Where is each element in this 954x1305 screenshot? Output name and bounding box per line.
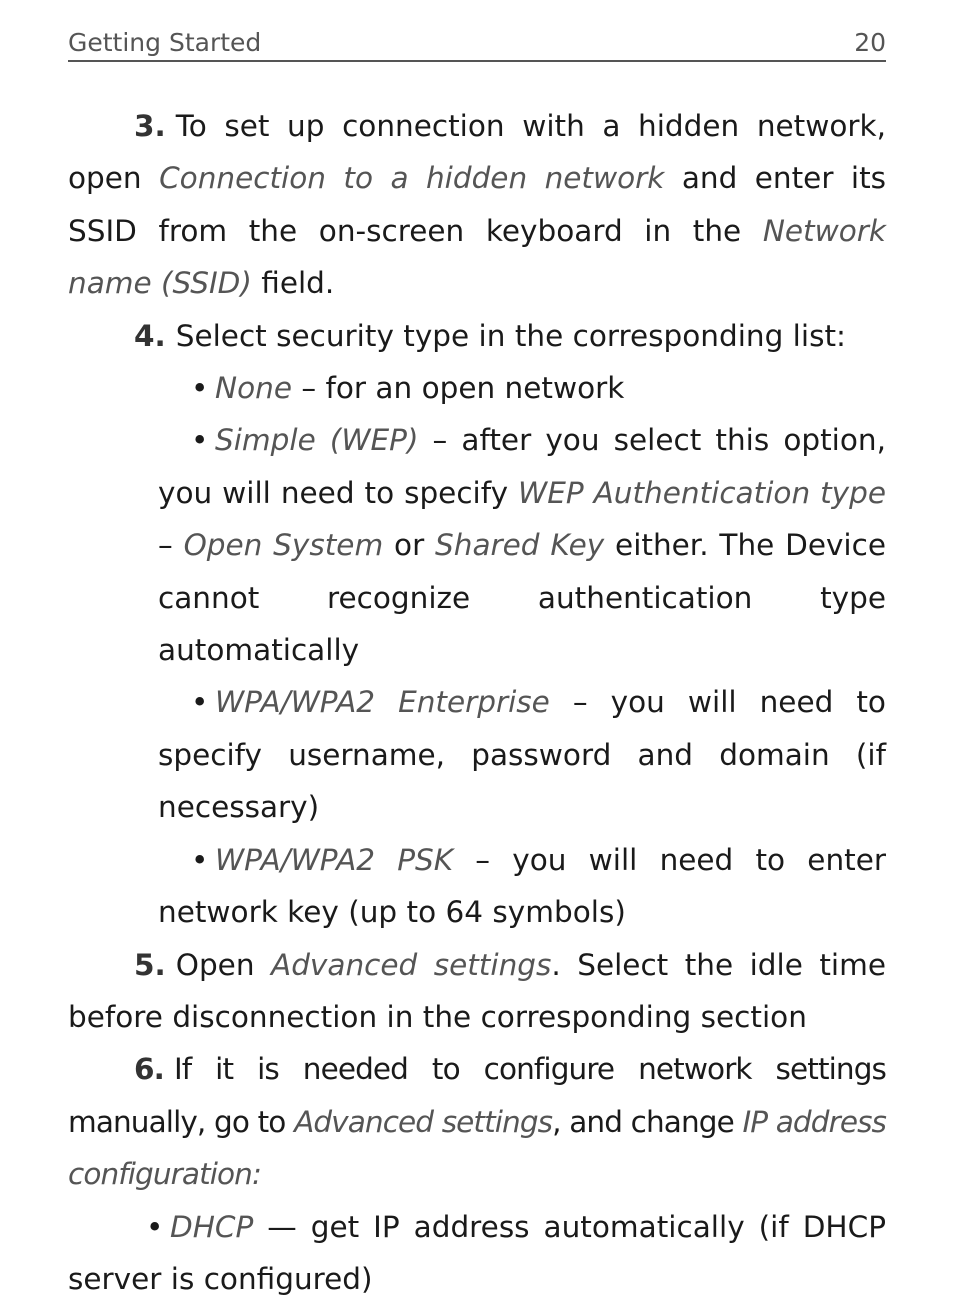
field-term: Network name (SSID) (68, 213, 886, 301)
bullet-wpa-psk (68, 834, 886, 939)
option-term: WPA/WPA2 PSK (215, 842, 454, 877)
bullet-text: – after you select this option, you will need to specify (158, 423, 886, 510)
step-4 (68, 310, 886, 362)
bullet-icon: • (146, 1209, 164, 1244)
bullet-icon: • (191, 371, 209, 406)
step-text: field. (251, 266, 335, 301)
menu-term: Advanced settings (294, 1104, 553, 1139)
step-6 (68, 1043, 886, 1200)
bullet-text: – you will need to enter network key (up to 64 symbols) (158, 842, 886, 930)
bullet-icon: • (191, 842, 209, 877)
bullet-text: – (158, 528, 184, 563)
bullet-text: – for an open network (291, 371, 625, 406)
step-number: 3. (134, 109, 166, 143)
bullet-wpa-enterprise (68, 676, 886, 833)
bullet-none (68, 362, 886, 414)
page-number: 20 (854, 28, 886, 57)
option-term: Simple (WEP) (215, 423, 419, 458)
option-term: WPA/WPA2 Enterprise (215, 685, 550, 720)
bullet-text: either. The Device cannot recognize authentication type automatically (158, 528, 886, 668)
option-term: DHCP (170, 1209, 254, 1244)
step-3 (68, 100, 886, 310)
step-number: 6. (134, 1052, 164, 1087)
bullet-text: or (383, 528, 436, 563)
section-title: Getting Started (68, 28, 262, 57)
step-text: , and change (552, 1104, 743, 1139)
bullet-icon: • (191, 423, 209, 458)
step-text: Select security type in the corresponding list: (175, 318, 846, 353)
option-term: None (215, 371, 292, 406)
option-term: Shared Key (435, 528, 605, 563)
step-number: 5. (134, 947, 166, 982)
bullet-icon: • (191, 685, 209, 720)
step-text: . Select the idle time before disconnection in the corresponding section (68, 947, 887, 1034)
option-term: Open System (183, 528, 384, 563)
bullet-wep (68, 414, 886, 676)
menu-term: Advanced settings (271, 947, 552, 982)
menu-term: IP address configuration: (68, 1104, 887, 1192)
bullet-text: — get IP address automatically (if DHCP server is configured) (68, 1209, 886, 1296)
step-text: To set up connection with a hidden network, open (68, 109, 886, 196)
step-5 (68, 939, 886, 1044)
step-text: and enter its SSID from the on-screen keyboard in the (68, 161, 887, 248)
option-term: WEP Authentication type (518, 475, 886, 510)
menu-term: Connection to a hidden network (159, 161, 665, 196)
page-header (68, 26, 886, 62)
bullet-text: – you will need to specify username, password and domain (if necessary) (158, 685, 886, 825)
step-text: Open (175, 947, 272, 982)
bullet-dhcp (68, 1201, 886, 1305)
page-body (68, 100, 886, 1305)
step-number: 4. (134, 318, 166, 353)
step-text: If it is needed to configure network settings manually, go to (68, 1052, 886, 1139)
